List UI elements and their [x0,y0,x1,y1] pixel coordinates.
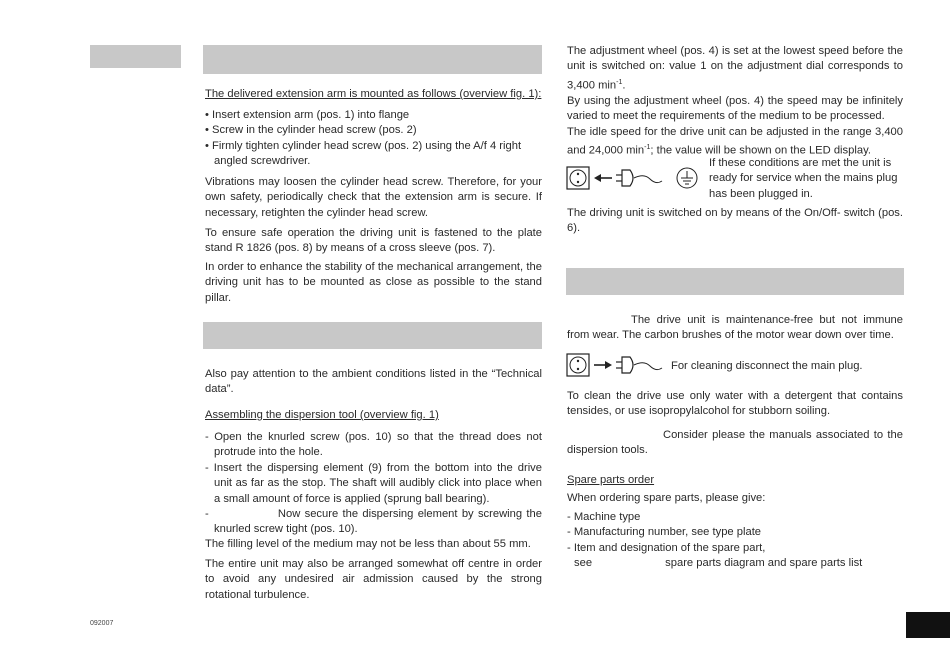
assembling-heading [205,408,542,423]
safe-operation-text: To ensure safe operation the driving unit is fastened to the plate stand R 1826 (pos. 8) by means of a cross sleeve (pos. 7). [205,227,542,255]
page-number-box [906,612,950,638]
entire-unit-text: The entire unit may also be arranged somewhat off centre in order to avoid any undesired air admission caused by the strong rotational turbulence. [205,558,542,601]
bullet-item: • Screw in the cylinder head screw (pos. 2) [205,124,417,137]
list-item: - Machine type [567,511,641,523]
mounting-intro [205,87,542,102]
adjustment-text-1: The adjustment wheel (pos. 4) is set at the lowest speed before the unit is switched on: value 1 on the adjustment dial corresponds to 3,400 $\min^{-1}$. [567,45,903,92]
vibration-paragraph [205,175,542,221]
list-item: - Item and designation of the spare part, [567,541,766,554]
step-item: - Open the knurled screw (pos. 10) so that the thread does not protrude into the hole. [205,431,542,459]
spare-see-text: see [574,557,593,570]
spare-parts-heading [567,473,903,488]
adjustment-text-2: By using the adjustment wheel (pos. 4) the speed may be infinitely varied to meet the requirements of the medium to be processed. [567,94,903,123]
bullet-item: • Insert extension arm (pos. 1) into flange [205,109,410,121]
switch-paragraph [567,206,903,237]
bullet-item: • Firmly tighten cylinder head screw (pos. 2) using the A/f 4 right angled screwdriver. [205,139,522,168]
vibration-text: Vibrations may loosen the cylinder head screw. Therefore, for your own safety, periodically check that the extension arm is secure. If necessary, retighten the cylinder head screw. [205,176,542,219]
entire-unit-paragraph [205,557,542,603]
list-item: - Manufacturing number, see type plate [567,526,762,539]
cleaning-text: To clean the drive use only water with a detergent that contains tensides, or use isopropylalcohol for stubborn soiling. [567,390,903,418]
idle-speed-text: The idle speed for the drive unit can be adjusted in the range 3,400 and 24,000 $\min^{-1}$; the value will be shown on the LED display. [567,125,903,157]
spare-parts-heading-text: Spare parts order [567,474,655,486]
spare-parts-intro-text: When ordering spare parts, please give: [567,492,766,504]
document-number: 092007 [90,620,114,627]
conditions-paragraph [709,156,903,202]
filling-level-paragraph [205,537,550,552]
plug-diagram-connect [566,165,706,195]
ambient-paragraph [205,367,542,398]
stability-paragraph [205,260,542,306]
mounting-intro-text: The delivered extension arm is mounted as follows (overview fig. 1): [205,88,542,100]
filling-level-text: The filling level of the medium may not be less than about 55 mm. [205,538,531,550]
arrow-right-icon [594,361,612,369]
cleaning-note-text: For cleaning disconnect the main plug. [671,360,863,372]
plug-diagram-disconnect [566,352,666,380]
spare-parts-intro [567,491,903,506]
ambient-text: Also pay attention to the ambient conditions listed in the “Technical data”. [205,368,542,396]
spare-diagram-text: spare parts diagram and spare parts list [665,557,863,570]
list-item [567,556,903,571]
arrow-left-icon [594,174,612,182]
manuals-paragraph [567,428,903,459]
spare-parts-list [567,510,903,572]
assembling-steps [205,430,546,538]
section-heading-bar-operation [203,322,542,349]
section-heading-bar-mounting [203,45,542,74]
plug-icon [616,357,662,373]
maintenance-paragraph [567,313,903,344]
ground-icon [677,168,697,188]
section-heading-bar-maintenance [566,268,904,295]
safe-operation-paragraph [205,226,542,257]
stability-text: In order to enhance the stability of the mechanical arrangement, the driving unit has to be mounted as close as possible to the stand pillar. [205,261,542,304]
mounting-bullets [205,108,542,170]
switch-text: The driving unit is switched on by means of the On/Off- switch (pos. 6). [567,207,903,235]
step-item: - Insert the dispersing element (9) from the bottom into the drive unit as far as the stop. The shaft will audibly click into place when a small amount of force is applied (sprung ball bearing). [205,461,542,505]
cleaning-paragraph [567,389,903,420]
socket-icon [567,167,589,189]
adjustment-paragraph [567,44,903,159]
plug-icon [616,170,662,186]
conditions-text: If these conditions are met the unit is ready for service when the mains plug has been plugged in. [709,157,898,200]
socket-icon [567,354,589,376]
assembling-heading-text: Assembling the dispersion tool (overview fig. 1) [205,409,439,421]
maintenance-text: The drive unit is maintenance-free but not immune from wear. The carbon brushes of the motor wear down over time. [567,314,903,342]
manuals-text: Consider please the manuals associated to the dispersion tools. [567,429,903,457]
margin-heading-bar [90,45,181,68]
cleaning-note [671,359,903,374]
step-item: - Now secure the dispersing element by screwing the knurled screw tight (pos. 10). [205,508,546,536]
